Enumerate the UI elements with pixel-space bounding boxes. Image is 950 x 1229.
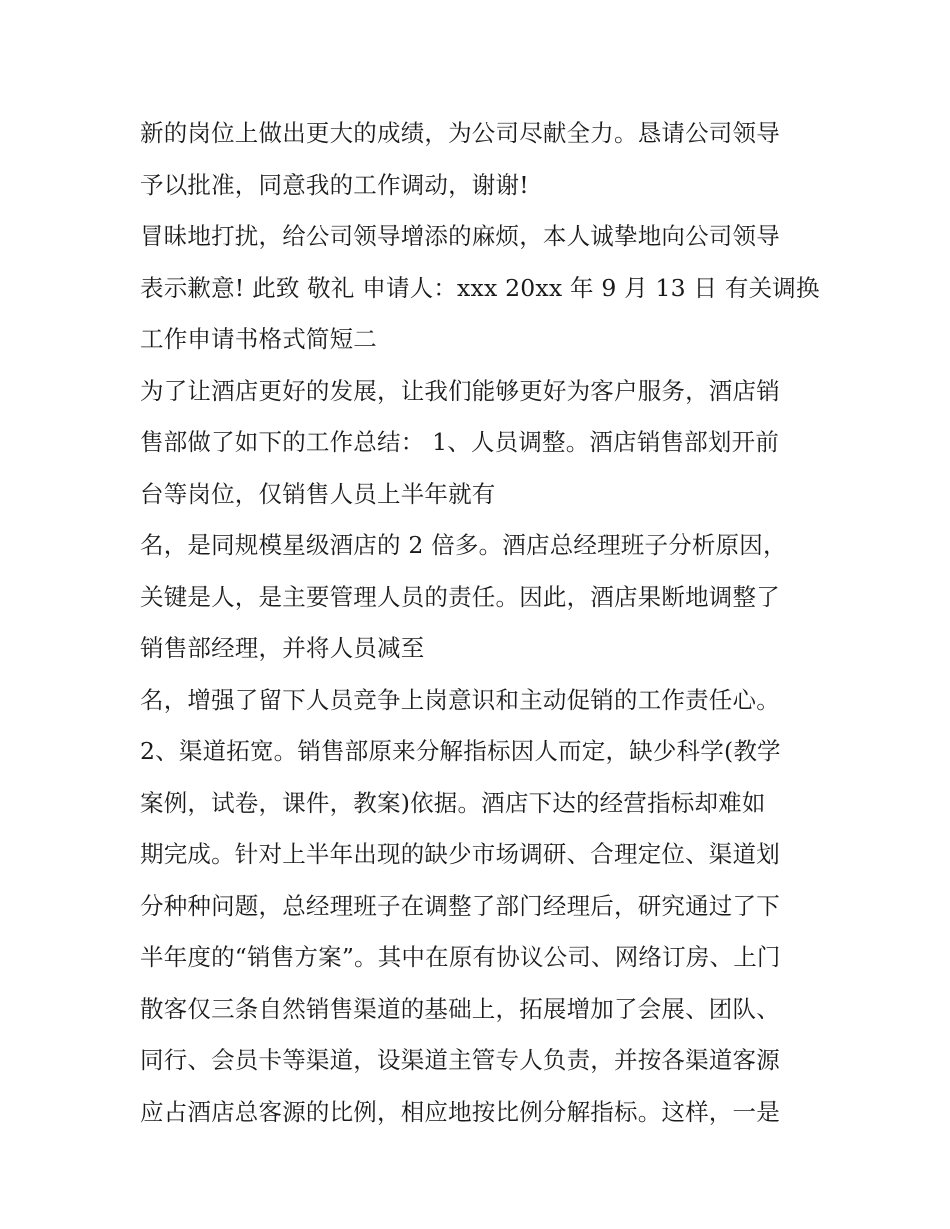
text-line: 售部做了如下的工作总结： 1、人员调整。酒店销售部划开前 xyxy=(140,428,780,456)
text-line: 予以批准，同意我的工作调动，谢谢! xyxy=(140,170,529,199)
text-line: 应占酒店总客源的比例，相应地按比例分解指标。这样，一是 xyxy=(140,1097,780,1126)
text-line: 工作申请书格式简短二 xyxy=(140,325,377,353)
text-line: 表示歉意! 此致 敬礼 申请人：xxx 20xx 年 9 月 13 日 有关调换 xyxy=(140,273,820,302)
text-line: 销售部经理，并将人员减至 xyxy=(140,634,425,662)
text-line: 分种种问题，总经理班子在调整了部门经理后，研究通过了下 xyxy=(140,891,780,920)
text-line: 冒昧地打扰，给公司领导增添的麻烦，本人诚挚地向公司领导 xyxy=(140,222,780,250)
text-line: 新的岗位上做出更大的成绩，为公司尽献全力。恳请公司领导 xyxy=(140,119,780,147)
text-line: 名，是同规模星级酒店的 2 倍多。酒店总经理班子分析原因， xyxy=(140,531,787,559)
text-line: 案例，试卷，课件，教案)依据。酒店下达的经营指标却难如 xyxy=(140,788,766,817)
text-line: 为了让酒店更好的发展，让我们能够更好为客户服务，酒店销 xyxy=(140,376,780,405)
text-line: 同行、会员卡等渠道，设渠道主管专人负责，并按各渠道客源 xyxy=(140,1046,780,1074)
text-line: 2、渠道拓宽。销售部原来分解指标因人而定，缺少科学(教学 xyxy=(140,737,781,765)
text-line: 半年度的“销售方案”。其中在原有协议公司、网络订房、上门 xyxy=(140,943,781,971)
text-line: 散客仅三条自然销售渠道的基础上，拓展增加了会展、团队、 xyxy=(140,994,780,1023)
text-line: 期完成。针对上半年出现的缺少市场调研、合理定位、渠道划 xyxy=(140,840,780,868)
text-line: 名，增强了留下人员竞争上岗意识和主动促销的工作责任心。 xyxy=(140,685,780,714)
text-line: 台等岗位，仅销售人员上半年就有 xyxy=(140,479,496,508)
document-body xyxy=(140,108,830,1138)
text-line: 关键是人，是主要管理人员的责任。因此，酒店果断地调整了 xyxy=(140,582,780,611)
